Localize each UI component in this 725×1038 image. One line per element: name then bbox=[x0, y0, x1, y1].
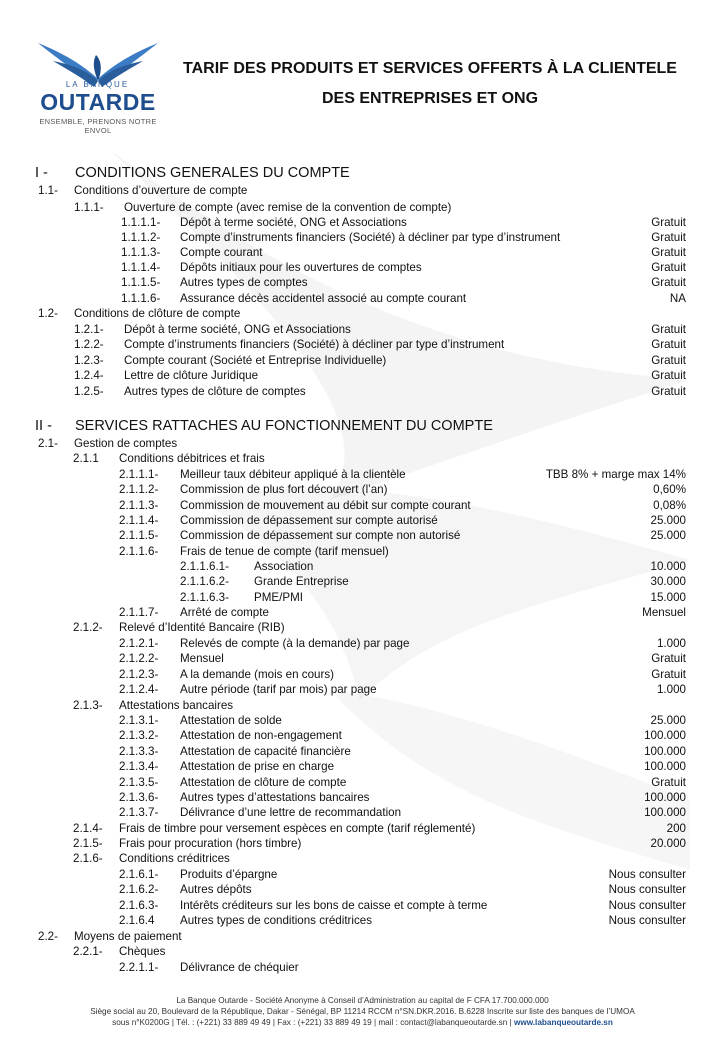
row-label: Autres types de conditions créditrices bbox=[180, 914, 373, 927]
row-label: Assurance décès accidentel associé au compte courant bbox=[180, 292, 467, 305]
row-value: 25.000 bbox=[650, 714, 686, 727]
row-label: Grande Entreprise bbox=[254, 575, 349, 588]
row-number: 2.1.2.2- bbox=[119, 652, 159, 665]
row-label: Attestation de solde bbox=[180, 714, 282, 727]
row-number: 2.1.1.7- bbox=[119, 606, 159, 619]
row-label: Autre période (tarif par mois) par page bbox=[180, 683, 377, 696]
row-number: 2.1.3.5- bbox=[119, 776, 159, 789]
row-label: Attestation de non-engagement bbox=[180, 729, 342, 742]
row-value: 20.000 bbox=[650, 837, 686, 850]
row-value: Gratuit bbox=[651, 369, 686, 382]
row-value: 0,08% bbox=[653, 499, 686, 512]
row-number: 2.1.4- bbox=[73, 822, 103, 835]
row-number: 1.2.4- bbox=[74, 369, 104, 382]
row-value: Gratuit bbox=[651, 354, 686, 367]
row-number: 1.1.1.6- bbox=[121, 292, 161, 305]
row-label: Conditions créditrices bbox=[119, 852, 230, 865]
row-number: 2.1.5- bbox=[73, 837, 103, 850]
row-number: 1.2- bbox=[38, 307, 58, 320]
row-value: 0,60% bbox=[653, 483, 686, 496]
row-number: 2.2.1.1- bbox=[119, 961, 159, 974]
row-number: 2.1.6.1- bbox=[119, 868, 159, 881]
row-label: Chèques bbox=[119, 945, 166, 958]
row-number: 1.1.1.2- bbox=[121, 231, 161, 244]
row-label: Compte d’instruments financiers (Société) à décliner par type d’instrument bbox=[124, 338, 505, 351]
row-number: 1.1.1.3- bbox=[121, 246, 161, 259]
row-number: 2.1.1.3- bbox=[119, 499, 159, 512]
website-link[interactable]: www.labanqueoutarde.sn bbox=[513, 1018, 613, 1027]
row-label: PME/PMI bbox=[254, 591, 303, 604]
row-label: Autres types de clôture de comptes bbox=[124, 385, 306, 398]
row-number: 2.1.6.2- bbox=[119, 883, 159, 896]
row-number: 1.1.1.1- bbox=[121, 216, 161, 229]
row-number: 1.1.1.4- bbox=[121, 261, 161, 274]
row-number: 2.1.1.5- bbox=[119, 529, 159, 542]
logo-prefix: LA BANQUE bbox=[65, 80, 130, 89]
row-label: Gestion de comptes bbox=[74, 437, 178, 450]
row-label: Frais pour procuration (hors timbre) bbox=[119, 837, 302, 850]
row-value: 200 bbox=[666, 822, 686, 835]
row-label: Commission de dépassement sur compte non autorisé bbox=[180, 529, 461, 542]
row-number: 1.2.3- bbox=[74, 354, 104, 367]
row-value: 25.000 bbox=[650, 529, 686, 542]
row-label: Association bbox=[254, 560, 314, 573]
row-number: 2.1.3.7- bbox=[119, 806, 159, 819]
row-value: Gratuit bbox=[651, 231, 686, 244]
row-number: 1.2.1- bbox=[74, 323, 104, 336]
row-label: Compte courant bbox=[180, 246, 263, 259]
row-number: 1.1- bbox=[38, 184, 58, 197]
row-label: Autres dépôts bbox=[180, 883, 252, 896]
row-number: I - bbox=[35, 165, 48, 181]
logo-name: OUTARDE bbox=[40, 89, 156, 115]
row-label: Attestation de prise en charge bbox=[180, 760, 335, 773]
row-label: Compte courant (Société et Entreprise Individuelle) bbox=[124, 354, 387, 367]
row-number: 2.1.6.4 bbox=[119, 914, 155, 927]
row-label: Délivrance d’une lettre de recommandation bbox=[180, 806, 402, 819]
row-label: Compte d’instruments financiers (Société) à décliner par type d’instrument bbox=[180, 231, 561, 244]
row-label: Commission de dépassement sur compte autorisé bbox=[180, 514, 438, 527]
row-value: 30.000 bbox=[650, 575, 686, 588]
row-number: 2.1.3.1- bbox=[119, 714, 159, 727]
row-number: 2.1.2.1- bbox=[119, 637, 159, 650]
row-value: 10.000 bbox=[650, 560, 686, 573]
row-label: Mensuel bbox=[180, 652, 224, 665]
row-number: 2.1.1 bbox=[73, 452, 99, 465]
row-label: A la demande (mois en cours) bbox=[180, 668, 335, 681]
row-number: 2.1.6- bbox=[73, 852, 103, 865]
row-number: 2.1.1.6.3- bbox=[180, 591, 229, 604]
row-number: 2.1.2- bbox=[73, 621, 103, 634]
row-label: Attestation de clôture de compte bbox=[180, 776, 347, 789]
row-value: Gratuit bbox=[651, 261, 686, 274]
row-number: 2.2.1- bbox=[73, 945, 103, 958]
row-value: Nous consulter bbox=[608, 899, 686, 912]
row-value: Gratuit bbox=[651, 276, 686, 289]
row-label: Commission de mouvement au débit sur compte courant bbox=[180, 499, 471, 512]
row-label: Ouverture de compte (avec remise de la convention de compte) bbox=[124, 201, 452, 214]
row-value: 25.000 bbox=[650, 514, 686, 527]
row-value: Gratuit bbox=[651, 216, 686, 229]
row-label: Meilleur taux débiteur appliqué à la clientèle bbox=[180, 468, 406, 481]
row-number: 2.1.1.6.2- bbox=[180, 575, 229, 588]
row-number: 2.1.1.4- bbox=[119, 514, 159, 527]
row-number: 2.1.3.6- bbox=[119, 791, 159, 804]
row-label: Autres types d’attestations bancaires bbox=[180, 791, 370, 804]
row-value: 100.000 bbox=[644, 791, 686, 804]
row-label: Produits d’épargne bbox=[180, 868, 278, 881]
row-label: Relevés de compte (à la demande) par page bbox=[180, 637, 410, 650]
row-number: 2.1.1.2- bbox=[119, 483, 159, 496]
row-label: Dépôts initiaux pour les ouvertures de comptes bbox=[180, 261, 422, 274]
footer-contact: sous n°K0200G | Tél. : (+221) 33 889 49 49 | Fax : (+221) 33 889 49 19 | mail : contact@labanqueoutarde.sn | bbox=[112, 1018, 512, 1027]
row-number: 2.1.2.3- bbox=[119, 668, 159, 681]
row-value: Gratuit bbox=[651, 652, 686, 665]
row-value: Gratuit bbox=[651, 776, 686, 789]
footer-line1: La Banque Outarde - Société Anonyme à Conseil d’Administration au capital de F CFA 17.700.000.000 bbox=[176, 996, 549, 1005]
row-number: 2.1.3.2- bbox=[119, 729, 159, 742]
row-label: Intérêts créditeurs sur les bons de caisse et compte à terme bbox=[180, 899, 488, 912]
row-number: 2.1.6.3- bbox=[119, 899, 159, 912]
page-title-line2: DES ENTREPRISES ET ONG bbox=[321, 90, 539, 107]
footer-line3 bbox=[30, 1018, 695, 1027]
row-label: CONDITIONS GENERALES DU COMPTE bbox=[75, 165, 350, 181]
row-number: 1.1.1- bbox=[74, 201, 104, 214]
row-label: Autres types de comptes bbox=[180, 276, 308, 289]
row-value: Nous consulter bbox=[608, 883, 686, 896]
row-label: Conditions débitrices et frais bbox=[119, 452, 265, 465]
row-value: 100.000 bbox=[644, 745, 686, 758]
row-label: Lettre de clôture Juridique bbox=[124, 369, 259, 382]
row-value: NA bbox=[669, 292, 686, 305]
row-label: Commission de plus fort découvert (l’an) bbox=[180, 483, 388, 496]
row-label: Arrêté de compte bbox=[180, 606, 269, 619]
row-number: 2.1.1.6.1- bbox=[180, 560, 229, 573]
row-value: Gratuit bbox=[651, 246, 686, 259]
row-number: 2.2- bbox=[38, 930, 58, 943]
row-value: 15.000 bbox=[650, 591, 686, 604]
row-number: 2.1.3.4- bbox=[119, 760, 159, 773]
row-label: Attestation de capacité financière bbox=[180, 745, 351, 758]
row-value: 100.000 bbox=[644, 729, 686, 742]
row-value: 1.000 bbox=[656, 683, 686, 696]
row-number: 1.2.5- bbox=[74, 385, 104, 398]
row-value: Mensuel bbox=[642, 606, 686, 619]
row-label: Dépôt à terme société, ONG et Associations bbox=[180, 216, 407, 229]
row-label: SERVICES RATTACHES AU FONCTIONNEMENT DU COMPTE bbox=[75, 418, 493, 434]
row-value: Gratuit bbox=[651, 323, 686, 336]
footer-line2: Siège social au 20, Boulevard de la République, Dakar - Sénégal, BP 11214 RCCM n°SN.DKR.2016. B.6228 Inscrite sur liste des banques de l’UMOA bbox=[90, 1007, 635, 1016]
row-number: 1.2.2- bbox=[74, 338, 104, 351]
logo-tagline: ENSEMBLE, PRENONS NOTRE ENVOL bbox=[39, 117, 157, 135]
row-label: Frais de tenue de compte (tarif mensuel) bbox=[180, 545, 389, 558]
row-number: 2.1- bbox=[38, 437, 58, 450]
row-label: Relevé d’Identité Bancaire (RIB) bbox=[119, 621, 285, 634]
row-label: Conditions de clôture de compte bbox=[74, 307, 241, 320]
row-number: 2.1.1.6- bbox=[119, 545, 159, 558]
row-number: 2.1.3.3- bbox=[119, 745, 159, 758]
page-title-line1: TARIF DES PRODUITS ET SERVICES OFFERTS À LA CLIENTELE bbox=[183, 60, 677, 77]
row-value: 100.000 bbox=[644, 760, 686, 773]
row-label: Frais de timbre pour versement espèces en compte (tarif réglementé) bbox=[119, 822, 476, 835]
row-value: 1.000 bbox=[656, 637, 686, 650]
row-label: Dépôt à terme société, ONG et Associations bbox=[124, 323, 351, 336]
row-value: Gratuit bbox=[651, 338, 686, 351]
row-value: Nous consulter bbox=[608, 868, 686, 881]
row-label: Délivrance de chéquier bbox=[180, 961, 299, 974]
row-number: 2.1.3- bbox=[73, 699, 103, 712]
row-number: II - bbox=[35, 418, 52, 434]
row-number: 2.1.2.4- bbox=[119, 683, 159, 696]
row-value: Gratuit bbox=[651, 385, 686, 398]
row-value: 100.000 bbox=[644, 806, 686, 819]
row-number: 1.1.1.5- bbox=[121, 276, 161, 289]
row-label: Moyens de paiement bbox=[74, 930, 182, 943]
row-value: TBB 8% + marge max 14% bbox=[545, 468, 686, 481]
row-value: Gratuit bbox=[651, 668, 686, 681]
row-value: Nous consulter bbox=[608, 914, 686, 927]
row-label: Attestations bancaires bbox=[119, 699, 234, 712]
row-label: Conditions d’ouverture de compte bbox=[74, 184, 248, 197]
row-number: 2.1.1.1- bbox=[119, 468, 159, 481]
